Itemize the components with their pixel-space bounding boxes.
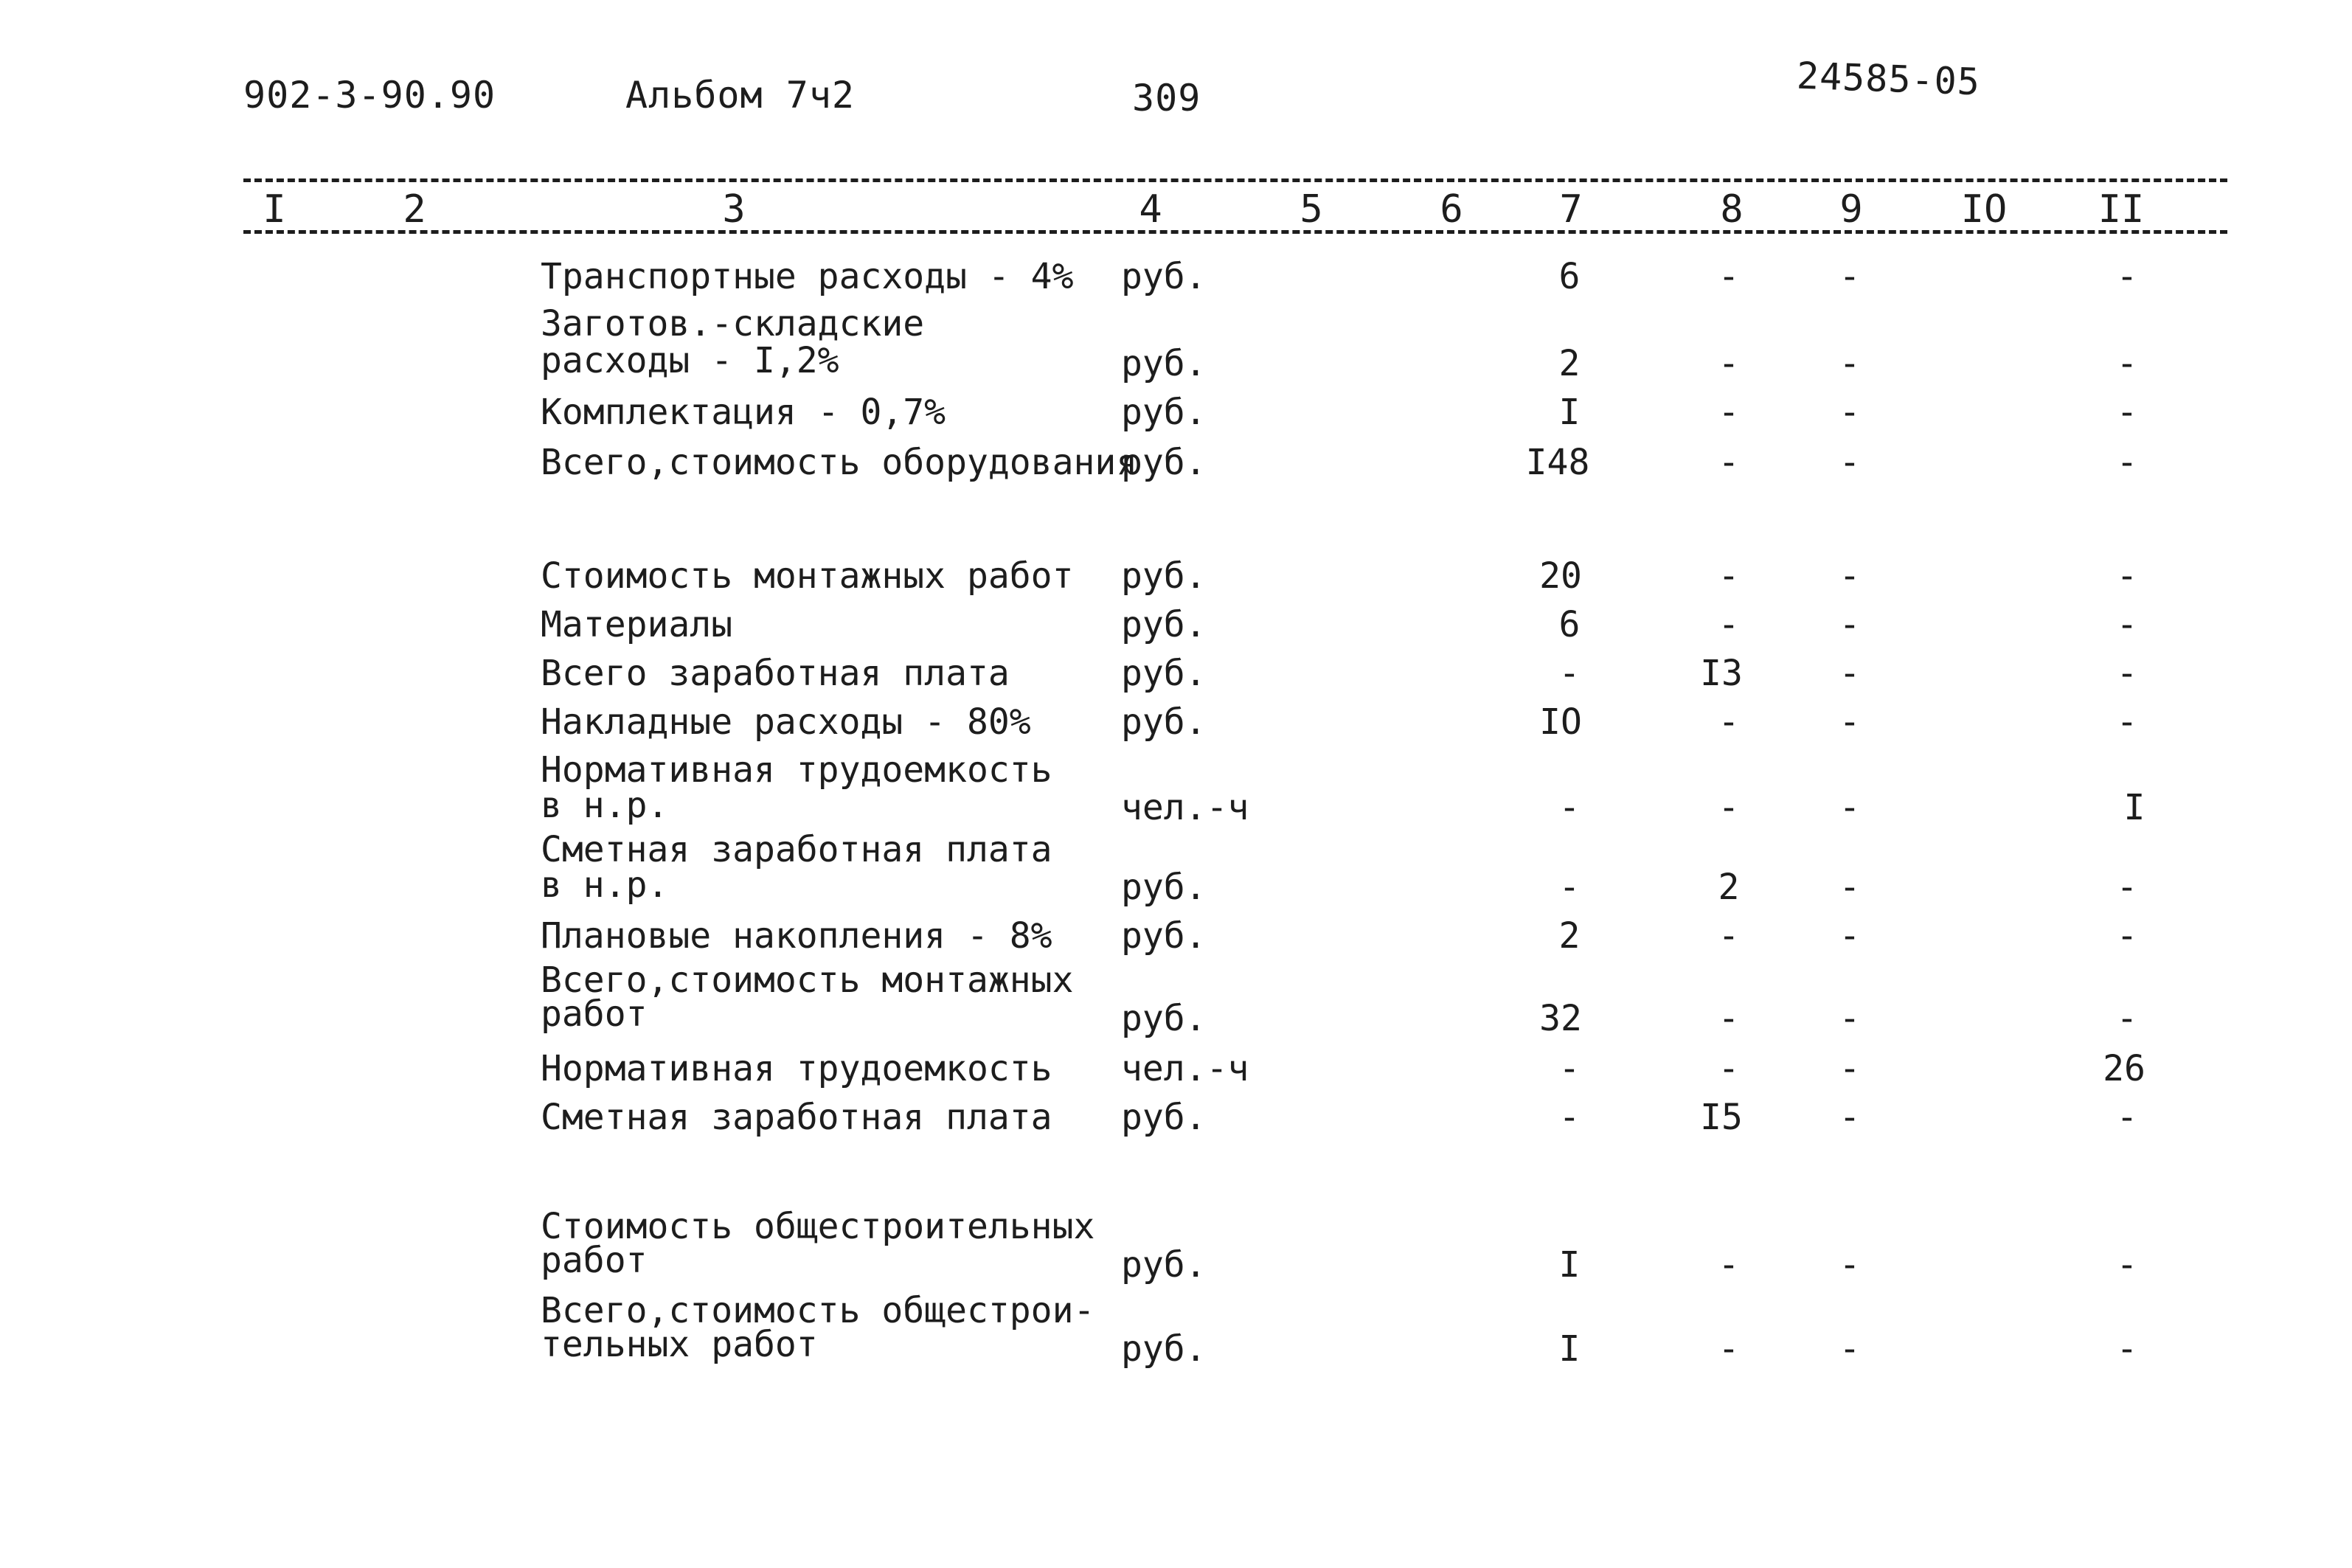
cell-col7: -: [1558, 653, 1581, 694]
col-number-1: I: [263, 187, 286, 232]
cell-col7: -: [1558, 787, 1581, 828]
row-unit: руб.: [1121, 653, 1207, 694]
col-number-11: II: [2098, 187, 2145, 232]
col-number-8: 8: [1720, 187, 1744, 232]
row-unit: руб.: [1121, 604, 1207, 645]
row-unit: чел.-ч: [1121, 1048, 1249, 1089]
row-label: Всего,стоимость монтажных работ: [541, 960, 1074, 1035]
row-label: Материалы: [541, 604, 733, 645]
row-label: Накладные расходы - 80%: [541, 701, 1031, 743]
row-label: Плановые накопления - 8%: [541, 915, 1052, 957]
cell-col11: -: [2116, 343, 2138, 384]
cell-col7: 20: [1539, 555, 1582, 597]
cell-col11: -: [2116, 1328, 2138, 1370]
cell-col11: -: [2116, 555, 2138, 597]
cell-col8: I3: [1700, 653, 1743, 694]
cell-col8: -: [1718, 392, 1740, 433]
cell-col8: -: [1718, 1328, 1740, 1370]
cell-col11: -: [2116, 867, 2138, 908]
cell-col8: -: [1718, 915, 1740, 957]
col-number-10: IO: [1960, 187, 2008, 232]
cell-col8: -: [1718, 1244, 1740, 1286]
cell-col9: -: [1839, 604, 1861, 645]
row-label: Сметная заработная плата: [541, 1097, 1052, 1138]
col-number-2: 2: [403, 187, 426, 232]
cell-col8: -: [1718, 442, 1740, 483]
row-unit: руб.: [1121, 998, 1207, 1039]
row-unit: руб.: [1121, 867, 1207, 908]
header-bottom-rule: [243, 230, 2227, 234]
row-unit: чел.-ч: [1121, 787, 1249, 828]
cell-col8: -: [1718, 256, 1740, 297]
cell-col7: 2: [1558, 343, 1581, 384]
cell-col7: I: [1558, 1328, 1581, 1370]
cell-col9: -: [1839, 867, 1861, 908]
cell-col9: -: [1839, 392, 1861, 433]
cell-col11: -: [2116, 1244, 2138, 1286]
cell-col9: -: [1839, 915, 1861, 957]
cell-col9: -: [1839, 442, 1861, 483]
album-label: Альбом 7ч2: [625, 74, 856, 117]
cell-col9: -: [1839, 787, 1861, 828]
row-label: Нормативная трудоемкость в н.р.: [541, 749, 1052, 826]
cell-col9: -: [1839, 1244, 1861, 1286]
cell-col9: -: [1839, 653, 1861, 694]
row-unit: руб.: [1121, 343, 1207, 384]
row-unit: руб.: [1121, 392, 1207, 433]
cell-col9: -: [1839, 1097, 1861, 1138]
cell-col7: I48: [1525, 442, 1590, 483]
row-label: Нормативная трудоемкость: [541, 1048, 1052, 1089]
header-top-rule: [243, 178, 2227, 182]
page-number: 309: [1132, 77, 1201, 119]
cell-col7: 6: [1558, 256, 1581, 297]
row-label: Всего заработная плата: [541, 653, 1010, 694]
cell-col8: -: [1718, 343, 1740, 384]
row-label: Транспортные расходы - 4%: [541, 256, 1074, 297]
cell-col11: -: [2116, 1097, 2138, 1138]
col-number-5: 5: [1300, 187, 1323, 232]
row-label: Всего,стоимость общестрои- тельных работ: [541, 1290, 1095, 1365]
col-number-7: 7: [1559, 187, 1583, 232]
cell-col11: I: [2123, 787, 2145, 828]
cell-col9: -: [1839, 701, 1861, 743]
cell-col11: -: [2116, 653, 2138, 694]
cell-col7: I: [1558, 392, 1581, 433]
cell-col8: -: [1718, 555, 1740, 597]
cell-col9: -: [1839, 555, 1861, 597]
row-unit: руб.: [1121, 555, 1207, 597]
cell-col9: -: [1839, 256, 1861, 297]
col-number-3: 3: [722, 187, 746, 232]
cell-col9: -: [1839, 343, 1861, 384]
cell-col8: I5: [1700, 1097, 1743, 1138]
cell-col7: 2: [1558, 915, 1581, 957]
cell-col9: -: [1839, 998, 1861, 1039]
cell-col9: -: [1839, 1328, 1861, 1370]
row-label: Комплектация - 0,7%: [541, 392, 946, 433]
cell-col7: IO: [1539, 701, 1582, 743]
cell-col7: 32: [1539, 998, 1582, 1039]
row-label: Заготов.-складские расходы - I,2%: [541, 303, 925, 381]
row-label: Сметная заработная плата в н.р.: [541, 829, 1052, 906]
row-unit: руб.: [1121, 256, 1207, 297]
cell-col11: -: [2116, 442, 2138, 483]
row-unit: руб.: [1121, 1097, 1207, 1138]
doc-code: 902-3-90.90: [243, 74, 496, 117]
cell-col7: -: [1558, 867, 1581, 908]
cell-col8: 2: [1718, 867, 1740, 908]
col-number-4: 4: [1139, 187, 1162, 232]
row-unit: руб.: [1121, 701, 1207, 743]
cell-col8: -: [1718, 604, 1740, 645]
cell-col7: -: [1558, 1097, 1581, 1138]
row-unit: руб.: [1121, 1244, 1207, 1286]
cell-col8: -: [1718, 998, 1740, 1039]
row-label: Всего,стоимость оборудования: [541, 442, 1138, 483]
cell-col7: I: [1558, 1244, 1581, 1286]
cell-col11: -: [2116, 604, 2138, 645]
row-unit: руб.: [1121, 915, 1207, 957]
cell-col9: -: [1839, 1048, 1861, 1089]
col-number-9: 9: [1839, 187, 1863, 232]
archive-stamp: 24585-05: [1796, 54, 1981, 104]
cell-col7: -: [1558, 1048, 1581, 1089]
row-label: Стоимость общестроительных работ: [541, 1206, 1095, 1281]
row-unit: руб.: [1121, 1328, 1207, 1370]
cell-col11: 26: [2103, 1048, 2145, 1089]
cell-col8: -: [1718, 1048, 1740, 1089]
col-number-6: 6: [1440, 187, 1463, 232]
cell-col8: -: [1718, 701, 1740, 743]
cell-col8: -: [1718, 787, 1740, 828]
row-label: Стоимость монтажных работ: [541, 555, 1074, 597]
cell-col11: -: [2116, 915, 2138, 957]
cell-col11: -: [2116, 256, 2138, 297]
cell-col11: -: [2116, 701, 2138, 743]
cell-col11: -: [2116, 998, 2138, 1039]
cell-col7: 6: [1558, 604, 1581, 645]
cell-col11: -: [2116, 392, 2138, 433]
row-unit: руб.: [1121, 442, 1207, 483]
